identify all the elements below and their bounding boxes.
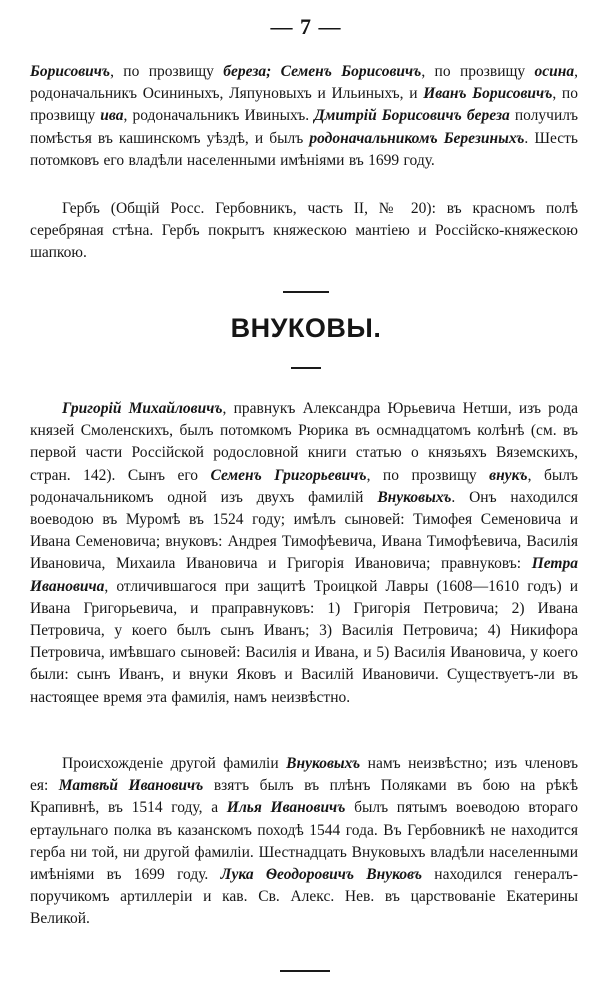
italic-name-run: Лука Ѳеодоровичъ Внуковъ [220,866,423,884]
divider-rule-short [291,367,321,369]
text-run: , по прозвищу [110,63,224,80]
italic-name-run: Илья Ивановичъ [226,799,346,817]
italic-name-run: родоначальникомъ Березиныхъ [309,129,525,147]
italic-name-run: Борисовичъ [30,63,111,80]
text-run: былъ пятымъ воеводою втораго ертаульнаго полка въ казанскомъ походѣ 1544 года. Въ Гербовникѣ не находится герба ни той, ни другой фамиліи. Шестнадцать Внуковыхъ владѣли населенными имѣніями въ 1699 году. [30,799,578,884]
text-run: . Шесть потомковъ его владѣли населенными имѣніями въ 1699 году. [30,129,578,169]
text-run: , по прозвищу [366,466,490,484]
text-run: , по прозвищу [421,63,535,80]
text-run: , по прозвищу [30,85,578,125]
divider-rule-bottom [280,970,330,972]
italic-name-run: Семенъ Борисовичъ [280,63,422,80]
italic-name-run: Григорій Михайловичъ [62,400,223,417]
text-run: , родоначальникъ Осининыхъ, Ляпуновыхъ и Ильиныхъ, и [30,63,579,103]
text-run [271,63,280,80]
italic-name-run: осина [534,63,575,80]
text-run: , правнукъ Александра Юрьевича Нетши, изъ рода князей Смоленскихъ, былъ потомкомъ Рюрика въ осмнадцатомъ колѣнѣ (см. въ первой части Россійской родословной книги статью о князьяхъ Вяземскихъ, стран. 142). Сынъ его [30,400,579,484]
text-run: находился генералъ-поручикомъ артиллеріи и кав. Св. Алекс. Нев. въ царствованіе Екатерины Великой. [30,866,578,928]
text-run: намъ неизвѣстно; изъ членовъ ея: [30,755,578,795]
italic-name-run: Внуковыхъ [286,755,361,772]
italic-name-run: Семенъ Григорьевичъ [210,466,367,484]
italic-name-run: Дмитрій Борисовичъ береза [314,107,510,125]
text-run: получилъ помѣстья въ кашинскомъ уѣздѣ, и былъ [30,107,579,147]
text-run: Происхожденіе другой фамиліи [62,755,287,772]
paragraph-vnukov-family-second [30,753,578,931]
text-run: Гербъ (Общій Росс. Гербовникъ, часть II, № 20): въ красномъ полѣ серебряная стѣна. Гербъ покрытъ княжескою мантіею и Россійско-княжескою шапкою. [30,200,578,262]
italic-name-run: ива [100,107,124,125]
italic-name-run: Матвѣй Ивановичъ [58,777,204,795]
italic-name-run: Иванъ Борисовичъ [423,85,553,103]
italic-name-run: береза; [223,63,272,80]
text-run: , родоначальникъ Ивиныхъ. [123,107,315,125]
italic-name-run: Петра Ивановича [30,555,578,595]
paragraph-berezin-continuation [30,61,578,172]
page-number: — 7 — [270,14,342,39]
text-run: взятъ былъ въ плѣнъ Поляками въ бою на рѣкѣ Крапивнѣ, въ 1514 году, а [30,777,578,817]
paragraph-coat-of-arms [30,198,578,265]
text-run: , былъ родоначальникомъ одной изъ двухъ фамилій [30,466,579,506]
section-title: ВНУКОВЫ. [230,313,382,343]
text-run: . Онъ находился воеводою въ Муромѣ въ 1524 году; имѣлъ сыновей: Тимофея Семеновича и Ивана Семеновича; внуковъ: Андрея Тимофѣевича, Ивана Тимофѣевича, Василія Ивановича, Михаила Ивановича и Григорія Ивановича; правнуковъ: [30,488,578,573]
italic-name-run: Внуковыхъ [377,488,452,506]
divider-rule [283,291,329,293]
text-run: , отличившагося при защитѣ Троицкой Лавры (1608—1610 годъ) и Ивана Григорьевича, и праправнуковъ: 1) Григорія Петровича; 2) Ивана Петровича, у коего былъ сынъ Иванъ; 3) Василія Петровича; 4) Никифора Петровича, имѣвшаго сыновей: Василія и Ивана, и 5) Василія Ивановича, у коего были: сынъ Иванъ, и внуки Яковъ и Василій Ивановичи. Существуетъ-ли въ настоящее время эта фамилія, намъ неизвѣстно. [30,577,578,706]
paragraph-vnukov-family-first [30,398,578,709]
italic-name-run: внукъ [489,466,528,484]
